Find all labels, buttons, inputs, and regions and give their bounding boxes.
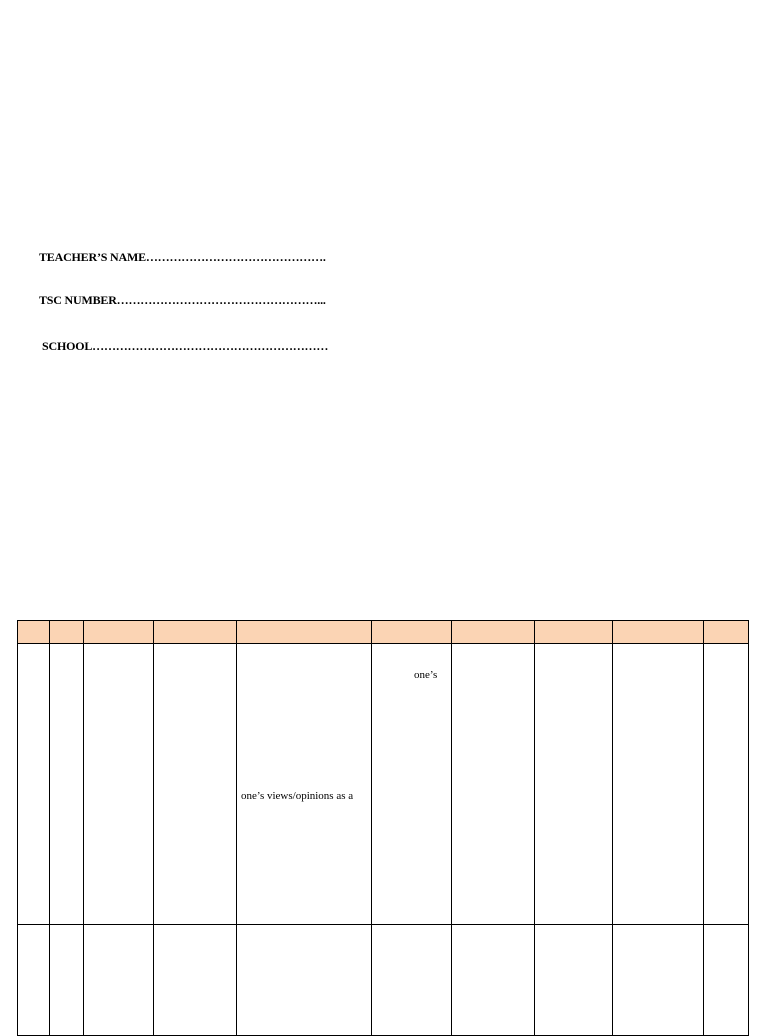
tsc-number-field: TSC NUMBER……………………………………………... bbox=[39, 293, 326, 307]
cell-text-ones: one’s bbox=[414, 669, 438, 681]
header-cell bbox=[704, 621, 749, 644]
table-cell bbox=[50, 925, 84, 1036]
table-row bbox=[18, 925, 749, 1036]
table-cell bbox=[84, 644, 154, 925]
table-cell bbox=[613, 925, 704, 1036]
table-cell bbox=[535, 925, 613, 1036]
table-cell bbox=[237, 925, 372, 1036]
header-cell bbox=[237, 621, 372, 644]
header-cell bbox=[452, 621, 535, 644]
teacher-name-field: TEACHER’S NAME………………………………………. bbox=[39, 250, 326, 264]
header-cell bbox=[613, 621, 704, 644]
table-cell bbox=[613, 644, 704, 925]
table-cell bbox=[50, 644, 84, 925]
table-cell bbox=[535, 644, 613, 925]
table-cell bbox=[154, 925, 237, 1036]
header-cell bbox=[154, 621, 237, 644]
table-cell bbox=[372, 644, 452, 925]
table-row bbox=[18, 644, 749, 925]
table-cell bbox=[704, 925, 749, 1036]
table-cell bbox=[18, 925, 50, 1036]
school-field: SCHOOL…………………………………………………… bbox=[42, 339, 329, 353]
header-cell bbox=[50, 621, 84, 644]
header-cell bbox=[84, 621, 154, 644]
table-cell bbox=[452, 925, 535, 1036]
table-cell bbox=[84, 925, 154, 1036]
header-cell bbox=[18, 621, 50, 644]
table-cell bbox=[372, 925, 452, 1036]
table-header-row bbox=[18, 621, 749, 644]
scheme-of-work-table bbox=[17, 620, 749, 1036]
header-cell bbox=[372, 621, 452, 644]
table-cell bbox=[237, 644, 372, 925]
header-cell bbox=[535, 621, 613, 644]
table-cell bbox=[452, 644, 535, 925]
table-cell bbox=[704, 644, 749, 925]
cell-text-views-opinions: one’s views/opinions as a bbox=[241, 790, 354, 802]
table-cell bbox=[154, 644, 237, 925]
table-cell bbox=[18, 644, 50, 925]
